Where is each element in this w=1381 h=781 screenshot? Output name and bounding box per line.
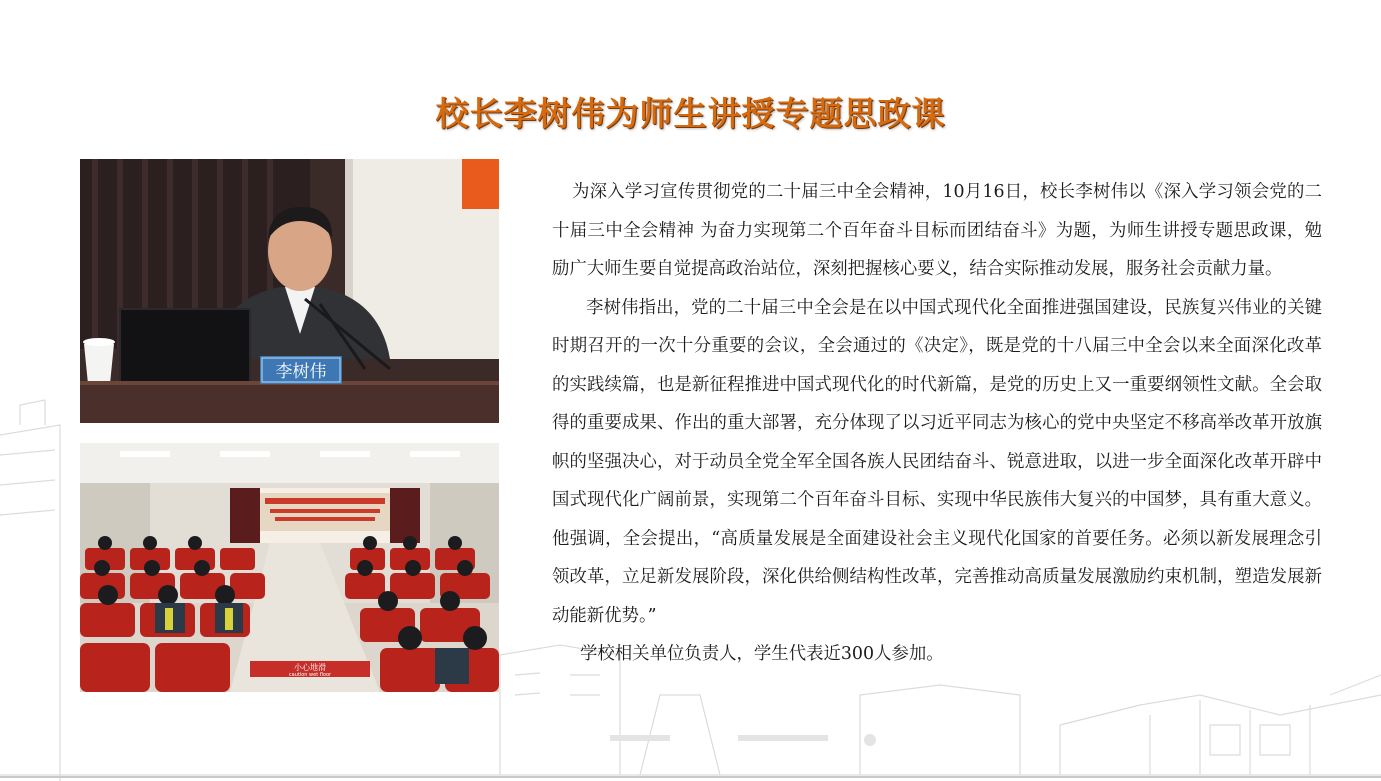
floor-sign-en-text: caution wet floor [288, 672, 332, 678]
article-body [552, 173, 1322, 674]
nameplate-text: 李树伟 [275, 362, 327, 382]
bottom-divider [0, 776, 1381, 778]
floor-sign-text: 小心地滑 [294, 663, 326, 672]
audience-photo [80, 443, 499, 692]
page-title: 校长李树伟为师生讲授专题思政课 [435, 94, 946, 133]
article-paragraph-3: 学校相关单位负责人，学生代表近300人参加。 [580, 644, 944, 664]
speaker-photo [80, 159, 499, 423]
article-paragraph-2: 李树伟指出，党的二十届三中全会是在以中国式现代化全面推进强国建设，民族复兴伟业的关键时期召开的一次十分重要的会议，全会通过的《决定》，既是党的十八届三中全会以来全面深化改革的实践续篇，也是新征程推进中国式现代化的时代新篇，是党的历史上又一重要纲领性文献。全会取得的重要成果、作出的重大部署，充分体现了以习近平同志为核心的党中央坚定不移高举改革开放旗帜的坚强决心，对于动员全党全军全国各族人民团结奋斗、锐意进取，以进一步全面深化改革开辟中国式现代化广阔前景，实现第二个百年奋斗目标、实现中华民族伟大复兴的中国梦，具有重大意义。他强调，全会提出，“高质量发展是全面建设社会主义现代化国家的首要任务。必须以新发展理念引领改革，立足新发展阶段，深化供给侧结构性改革，完善推动高质量发展激励约束机制，塑造发展新动能新优势。” [552, 297, 1322, 626]
article-paragraph-1: 为深入学习宣传贯彻党的二十届三中全会精神，10月16日，校长李树伟以《深入学习领会党的二十届三中全会精神 为奋力实现第二个百年奋斗目标而团结奋斗》为题，为师生讲授专题思政课，勉励广大师生要自觉提高政治站位，深刻把握核心要义，结合实际推动发展，服务社会贡献力量。 [552, 182, 1322, 279]
